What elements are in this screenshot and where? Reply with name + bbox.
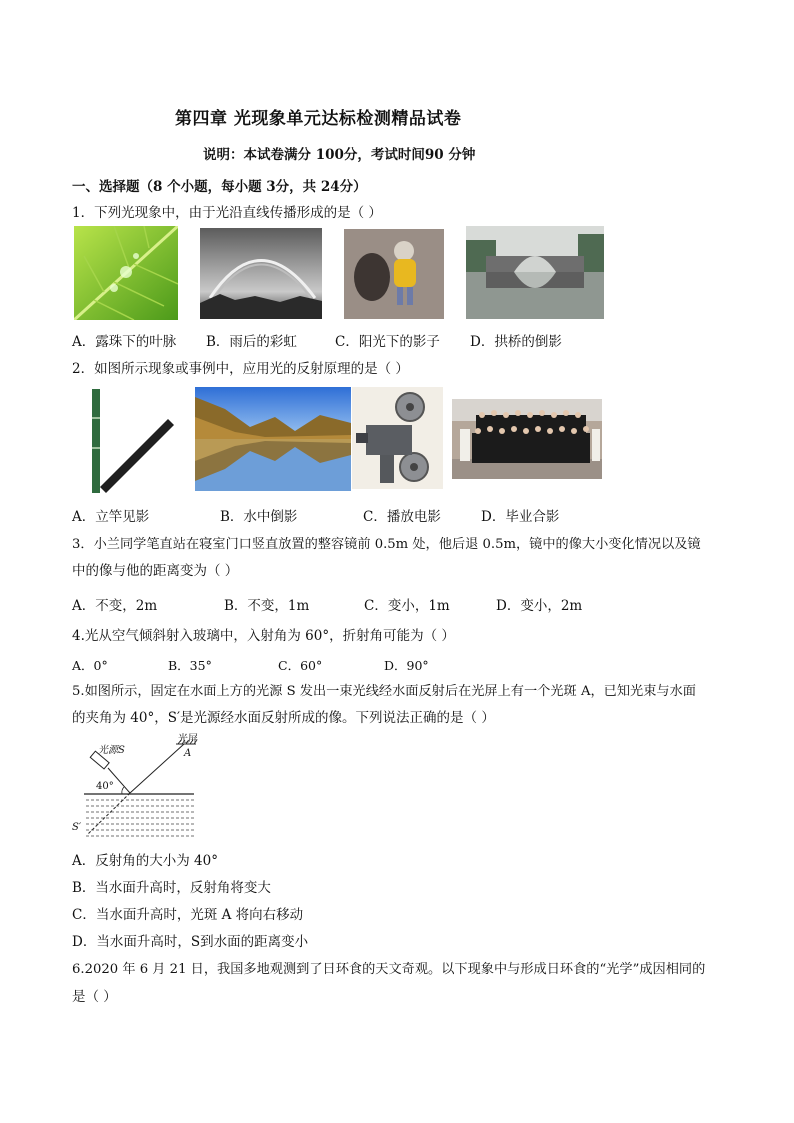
- q6-stem-line1: 6.2020 年 6 月 21 日，我国多地观测到了日环食的天文奇观。以下现象中与形成日环食的“光学”成因相同的: [72, 962, 706, 977]
- q3-option-a: A．不变，2m: [72, 598, 158, 614]
- film-projector-photo: [352, 387, 443, 489]
- section-heading: 一、选择题（8 个小题，每小题 3分，共 24分）: [72, 179, 367, 195]
- arch-bridge-reflection-photo: [466, 226, 604, 319]
- rainbow-photo: [200, 228, 322, 319]
- light-reflection-diagram: [70, 730, 200, 842]
- q2-stem: 2．如图所示现象或事例中，应用光的反射原理的是（ ）: [72, 361, 409, 377]
- q4-option-b: B．35°: [168, 658, 212, 673]
- q5-option-b: B．当水面升高时，反射角将变大: [72, 880, 271, 896]
- diagram-label-source: 光源S: [98, 745, 125, 756]
- q5-option-d: D．当水面升高时，S到水面的距离变小: [72, 934, 309, 950]
- q6-stem-line2: 是（ ）: [72, 989, 117, 1005]
- diagram-label-image: S′: [72, 822, 82, 833]
- q2-option-c: C．播放电影: [363, 509, 441, 525]
- q2-option-d: D．毕业合影: [481, 509, 560, 525]
- graduation-group-photo: [452, 399, 602, 479]
- pole-shadow-photo: [86, 387, 196, 497]
- q4-stem: 4.光从空气倾斜射入玻璃中，入射角为 60°，折射角可能为（ ）: [72, 628, 455, 644]
- diagram-label-screen: 光屏: [178, 734, 198, 745]
- q2-option-b: B．水中倒影: [220, 509, 298, 525]
- q3-option-d: D．变小，2m: [496, 598, 583, 614]
- q4-option-d: D．90°: [384, 658, 429, 673]
- q3-option-c: C．变小，1m: [364, 598, 450, 614]
- q1-option-c: C．阳光下的影子: [335, 334, 440, 350]
- mountain-lake-reflection-photo: [195, 387, 351, 491]
- q1-stem: 1．下列光现象中，由于光沿直线传播形成的是（ ）: [72, 205, 382, 221]
- q1-option-b: B．雨后的彩虹: [206, 334, 297, 350]
- q1-option-d: D．拱桥的倒影: [470, 334, 562, 350]
- q4-option-c: C．60°: [278, 658, 323, 673]
- diagram-label-spot: A: [184, 748, 192, 759]
- q4-option-a: A．0°: [72, 658, 108, 673]
- q3-stem-line1: 3．小兰同学笔直站在寝室门口竖直放置的整容镜前 0.5m 处，他后退 0.5m，镜中的像大小变化情况以及镜: [72, 537, 701, 552]
- q5-option-a: A．反射角的大小为 40°: [72, 853, 218, 869]
- diagram-label-angle: 40°: [96, 781, 114, 792]
- q3-option-b: B．不变，1m: [224, 598, 310, 614]
- page-title: 第四章 光现象单元达标检测精品试卷: [175, 109, 462, 129]
- exam-instructions: 说明：本试卷满分 100分，考试时间90 分钟: [203, 147, 476, 163]
- q5-stem-line1: 5.如图所示，固定在水面上方的光源 S 发出一束光线经水面反射后在光屏上有一个光斑 A，已知光束与水面: [72, 684, 696, 699]
- q5-option-c: C．当水面升高时，光斑 A 将向右移动: [72, 907, 304, 923]
- q3-stem-line2: 中的像与他的距离变为（ ）: [72, 563, 239, 579]
- leaf-dewdrop-photo: [74, 226, 178, 320]
- q2-option-a: A．立竿见影: [72, 509, 150, 525]
- q1-option-a: A．露珠下的叶脉: [72, 334, 177, 350]
- child-shadow-photo: [344, 229, 444, 319]
- q5-stem-line2: 的夹角为 40°，S′是光源经水面反射所成的像。下列说法正确的是（ ）: [72, 710, 495, 726]
